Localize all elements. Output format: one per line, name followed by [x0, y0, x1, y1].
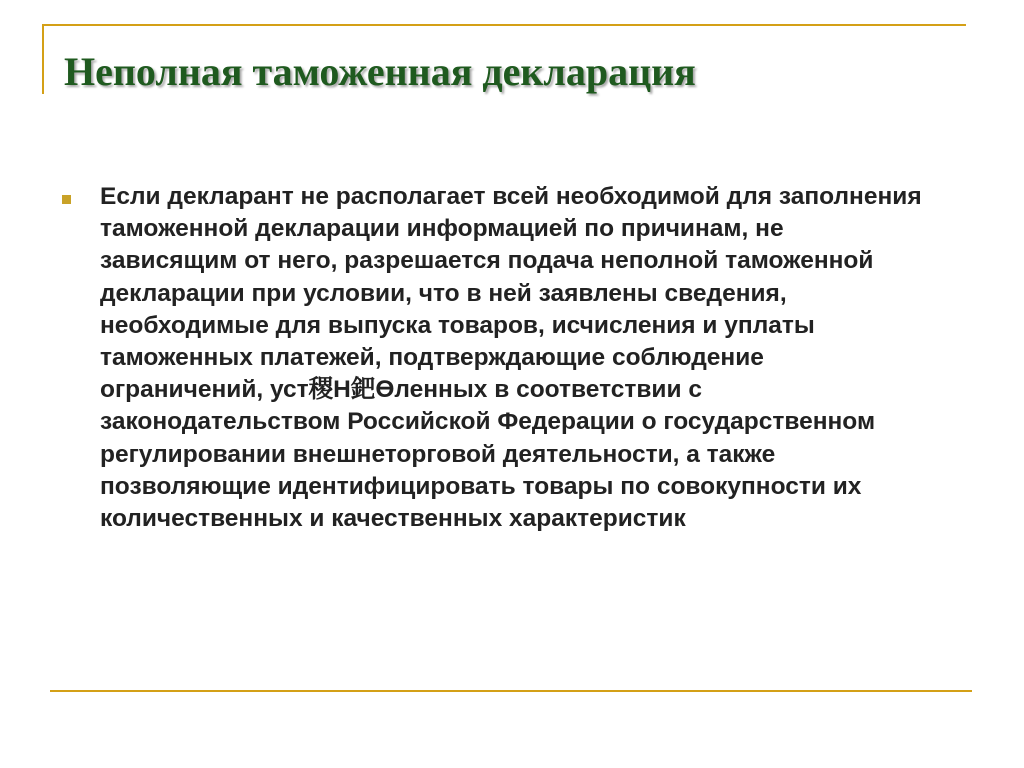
bullet-text: Если декларант не располагает всей необходимой для заполнения таможенной декларации информацией по причинам, не зависящим от него, разрешается подача неполной таможенной декларации при условии, что в ней заявлены сведения, необходимые для выпуска товаров, исчисления и уплаты таможенных платежей, подтверждающие соблюдение ограничений, уст稷Н鈀Өленных в соответствии с законодательством Российской Федерации о государственном регулировании внешнеторговой деятельности, а также позволяющие идентифицировать товары по совокупности их количественных и качественных характеристик [100, 183, 922, 533]
top-accent-line [42, 24, 966, 26]
square-bullet-icon [62, 195, 71, 204]
bullet-item [62, 181, 922, 535]
slide-title: Неполная таможенная декларация [64, 49, 696, 94]
left-accent-line [42, 24, 44, 94]
bottom-accent-line [50, 690, 972, 692]
bullet-list [62, 181, 922, 535]
